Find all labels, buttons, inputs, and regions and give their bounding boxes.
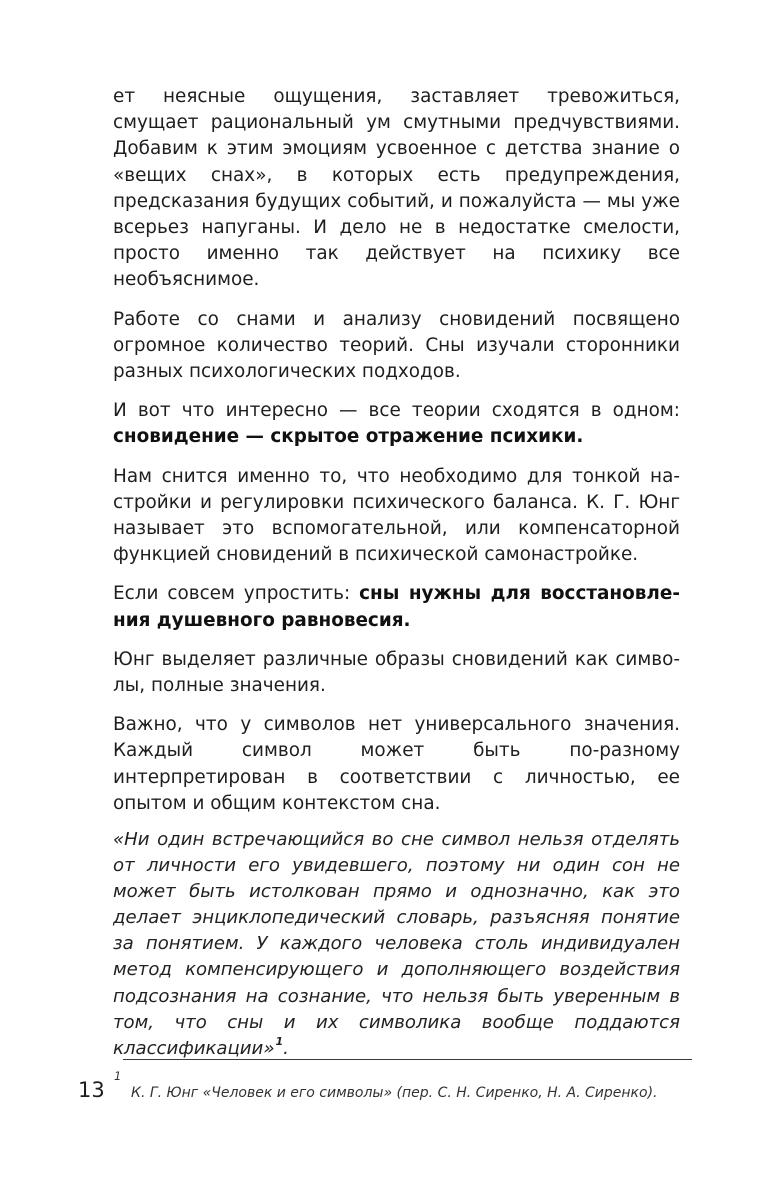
paragraph: Юнг выделяет различные образы сновидений как символы, полные значения. [113,648,680,697]
paragraph-with-emphasis [113,398,680,450]
footnote-marker: 1 [114,1069,122,1083]
paragraph: Важно, что у символов нет универсального значения. Каждый символ может быть по-разному интерпретирован в соответствии с личностью, ее опытом и общим контекстом сна. [113,714,680,814]
paragraph: Нам снится именно то, что необходимо для тонкой настройки и регулировки психического баланса. К. Г. Юнг называет это вспомогательной, или компенсаторной функцией сновидений в психической самонастройке. [113,465,680,566]
body-text [113,84,680,830]
footnote-divider [123,1059,692,1060]
paragraph: Работе со снами и анализу сновидений посвящено огромное количество теорий. Сны изучали сторонники разных психологических подходов. [113,308,680,383]
footnote-reference: 1 [275,1034,284,1048]
paragraph: ет неясные ощущения, заставляет тревожиться, смущает рациональный ум смутными предчувствиями. Добавим к этим эмоциям усвоенное с детства знание о «вещих снах», в которых есть предупреждения, предсказания будущих событий, и пожалуйста — мы уже всерьез напуганы. И дело не в недостатке смелости, просто именно так действует на психику все необъяснимое. [113,86,680,291]
paragraph-text: Если совсем упростить: [113,583,360,605]
paragraph-text: И вот что интересно — все теории сходятся в одном: [113,400,680,422]
jung-quote [113,827,680,1062]
paragraph-with-emphasis [113,581,680,633]
bold-emphasis: сны нужны для восстановления душевного равновесия. [113,583,680,631]
bold-emphasis: сновидение — скрытое отражение психики. [113,426,584,448]
quote-end: . [283,1037,289,1059]
footnote-text: К. Г. Юнг «Человек и его символы» (пер. С. Н. Сиренко, Н. А. Сиренко). [131,1085,658,1101]
page-number: 13 [78,1078,105,1102]
quote-text: «Ни один встречающийся во сне символ нельзя отделять от личности его увидевшего, поэтому ни один сон не может быть истолкован прямо и однозначно, как это делает энциклопедический словарь, разъясняя понятие за понятием. У каждого человека столь индивидуален метод компенсирующего и дополняющего воздействия подсознания на сознание, что нельзя быть уверенным в том, что сны и их символика вообще поддаются классификации» [113,829,680,1059]
